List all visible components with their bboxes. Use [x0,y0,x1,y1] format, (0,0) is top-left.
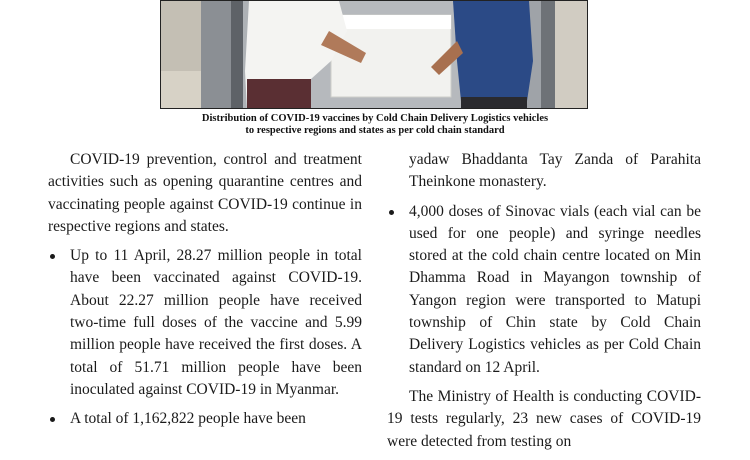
left-column [48,149,362,438]
intro-paragraph: COVID-19 prevention, control and treatment activities such as opening quarantine centres and vaccinating people against COVID-19 continue in respective regions and states. [48,151,362,235]
caption-line-1: Distribution of COVID-19 vaccines by Cold Chain Delivery Logistics vehicles [201,113,549,124]
bullet-partial: A total of 1,162,822 people have been [48,408,362,430]
continued-paragraph: yadaw Bhaddanta Tay Zanda of Parahita Theinkone monastery. [409,151,701,191]
caption-line-2: to respective regions and states as per cold chain standard [245,125,505,136]
right-column [387,149,701,460]
bullet-sinovac-transport: 4,000 doses of Sinovac vials (each vial can be used for one people) and syringe needles stored at the cold chain centre located on Min Dhamma Road in Mayangon township of Yangon region were transported to Matupi township of Chin state by Cold Chain Delivery Logistics vehicles as per Cold Chain standard on 12 April. [387,201,701,379]
ministry-paragraph: The Ministry of Health is conducting COVID-19 tests regularly, 23 new cases of COVID-19 were detected from testing on [387,387,701,450]
photo-caption [140,113,610,137]
news-photo [160,0,588,109]
bullet-vaccination-total: Up to 11 April, 28.27 million people in total have been vaccinated against COVID-19. About 22.27 million people have received two-time full doses of the vaccine and 5.99 million people have received the first doses. A total of 51.71 million people have been inoculated against COVID-19 in Myanmar. [48,245,362,401]
